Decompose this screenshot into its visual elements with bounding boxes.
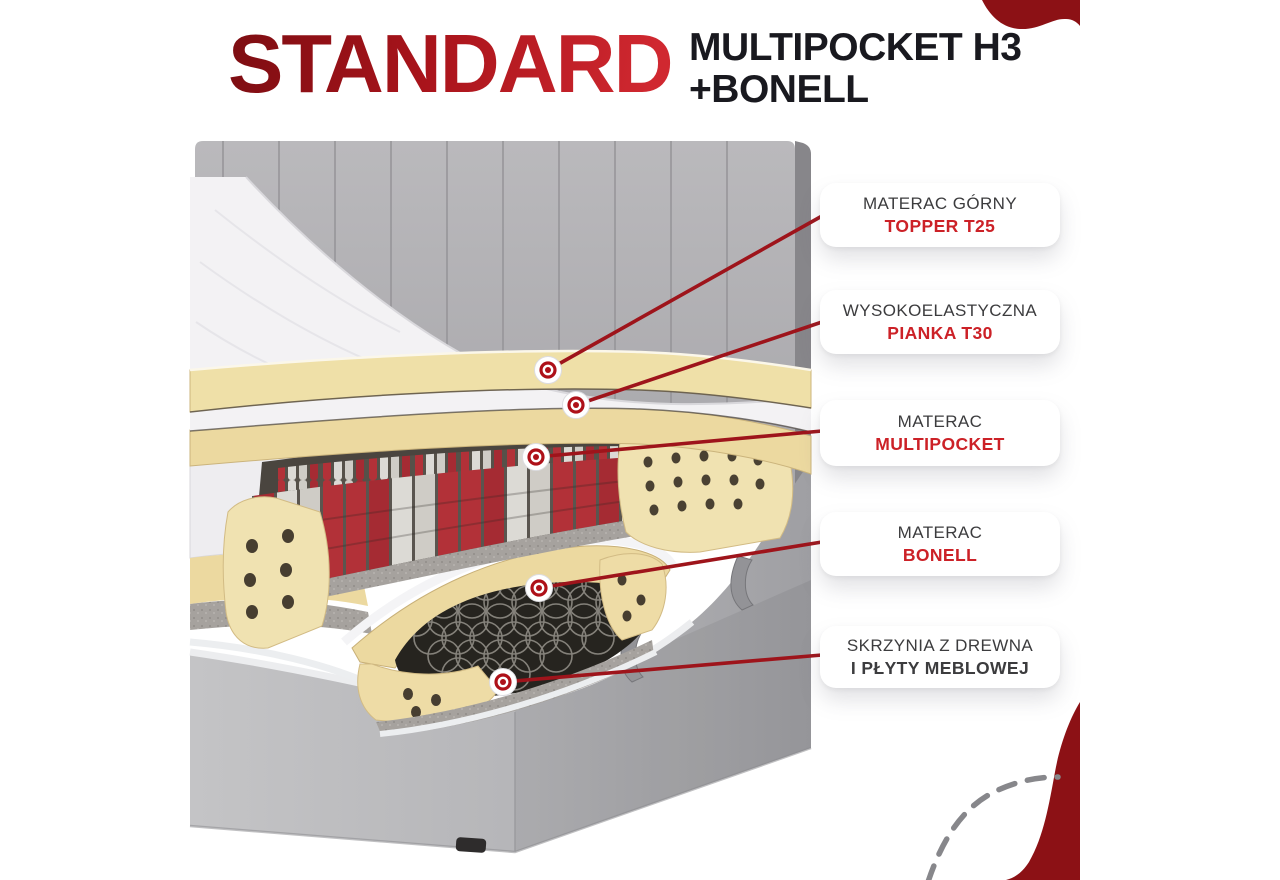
label-card-bonell <box>820 512 1060 576</box>
product-variant-title <box>689 27 1021 110</box>
corner-blob-top-right <box>982 0 1080 29</box>
label-accent-text: BONELL <box>902 544 978 565</box>
variant-line-1: MULTIPOCKET H3 <box>689 26 1022 69</box>
label-accent-text: PIANKA T30 <box>887 322 993 343</box>
label-text: SKRZYNIA Z DREWNA <box>846 635 1034 655</box>
callout-dot-skrzynia <box>490 669 517 696</box>
label-card-pianka <box>820 290 1060 354</box>
label-accent-text: TOPPER T25 <box>884 215 996 236</box>
label-text: I PŁYTY MEBLOWEJ <box>850 657 1030 678</box>
label-text: WYSOKOELASTYCZNA <box>842 300 1038 320</box>
label-accent-text: MULTIPOCKET <box>875 433 1005 454</box>
callout-dot-topper <box>535 357 562 384</box>
label-card-skrzynia <box>820 626 1060 688</box>
label-card-multipocket <box>820 400 1060 466</box>
corner-blob-bottom-right <box>1006 702 1080 880</box>
label-text: MATERAC <box>897 522 983 542</box>
multipocket-left-foam-rail <box>223 497 329 648</box>
label-text: MATERAC <box>897 411 983 431</box>
callout-dot-multipocket <box>523 444 550 471</box>
label-card-topper <box>820 183 1060 247</box>
label-text: MATERAC GÓRNY <box>862 193 1018 213</box>
callout-dot-bonell <box>526 575 553 602</box>
bed-foot <box>456 837 487 853</box>
product-line-title: STANDARD <box>228 17 672 110</box>
variant-line-2: +BONELL <box>689 67 869 111</box>
callout-dot-pianka <box>563 392 590 419</box>
